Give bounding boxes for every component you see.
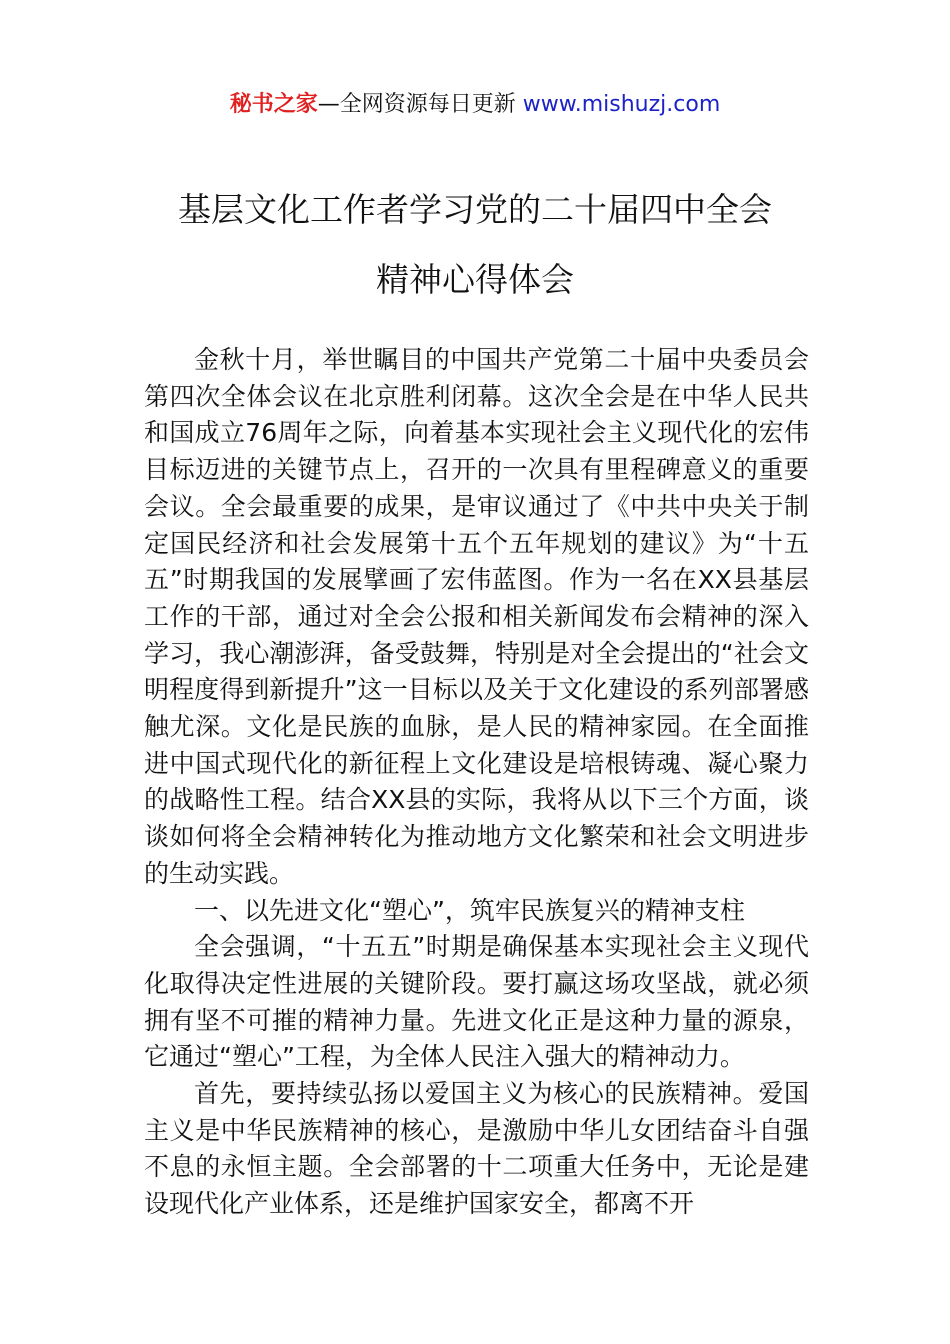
document-title-line1: 基层文化工作者学习党的二十届四中全会: [178, 190, 772, 229]
body-paragraph: 首先，要持续弘扬以爱国主义为核心的民族精神。爱国主义是中华民族精神的核心，是激励中华儿女团结奋斗自强不息的永恒主题。全会部署的十二项重大任务中，无论是建设现代化产业体系，还是维护国家安全，都离不开: [144, 1079, 809, 1219]
site-banner: [0, 88, 950, 122]
brand-name: 秘书之家: [229, 92, 318, 117]
document-title-line2: 精神心得体会: [376, 260, 574, 299]
body-paragraph-intro: 金秋十月，举世瞩目的中国共产党第二十届中央委员会第四次全体会议在北京胜利闭幕。这次全会是在中华人民共和国成立76周年之际，向着基本实现社会主义现代化的宏伟目标迈进的关键节点上，召开的一次具有里程碑意义的重要会议。全会最重要的成果，是审议通过了《中共中央关于制定国民经济和社会发展第十五个五年规划的建议》为“十五五”时期我国的发展擘画了宏伟蓝图。作为一名在XX县基层工作的干部，通过对全会公报和相关新闻发布会精神的深入学习，我心潮澎湃，备受鼓舞，特别是对全会提出的“社会文明程度得到新提升”这一目标以及关于文化建设的系列部署感触尤深。文化是民族的血脉，是人民的精神家园。在全面推进中国式现代化的新征程上文化建设是培根铸魂、凝心聚力的战略性工程。结合XX县的实际，我将从以下三个方面，谈谈如何将全会精神转化为推动地方文化繁荣和社会文明进步的生动实践。: [144, 345, 809, 888]
section-heading-1: 一、以先进文化“塑心”，筑牢民族复兴的精神支柱: [194, 895, 745, 925]
site-url-link[interactable]: www.mishuzj.com: [522, 92, 721, 117]
body-paragraph: 全会强调，“十五五”时期是确保基本实现社会主义现代化取得决定性进展的关键阶段。要打赢这场攻坚战，就必须拥有坚不可摧的精神力量。先进文化正是这种力量的源泉，它通过“塑心”工程，为全体人民注入强大的精神动力。: [144, 932, 809, 1072]
document-body: [144, 342, 809, 1223]
banner-slogan: —全网资源每日更新: [317, 92, 523, 117]
